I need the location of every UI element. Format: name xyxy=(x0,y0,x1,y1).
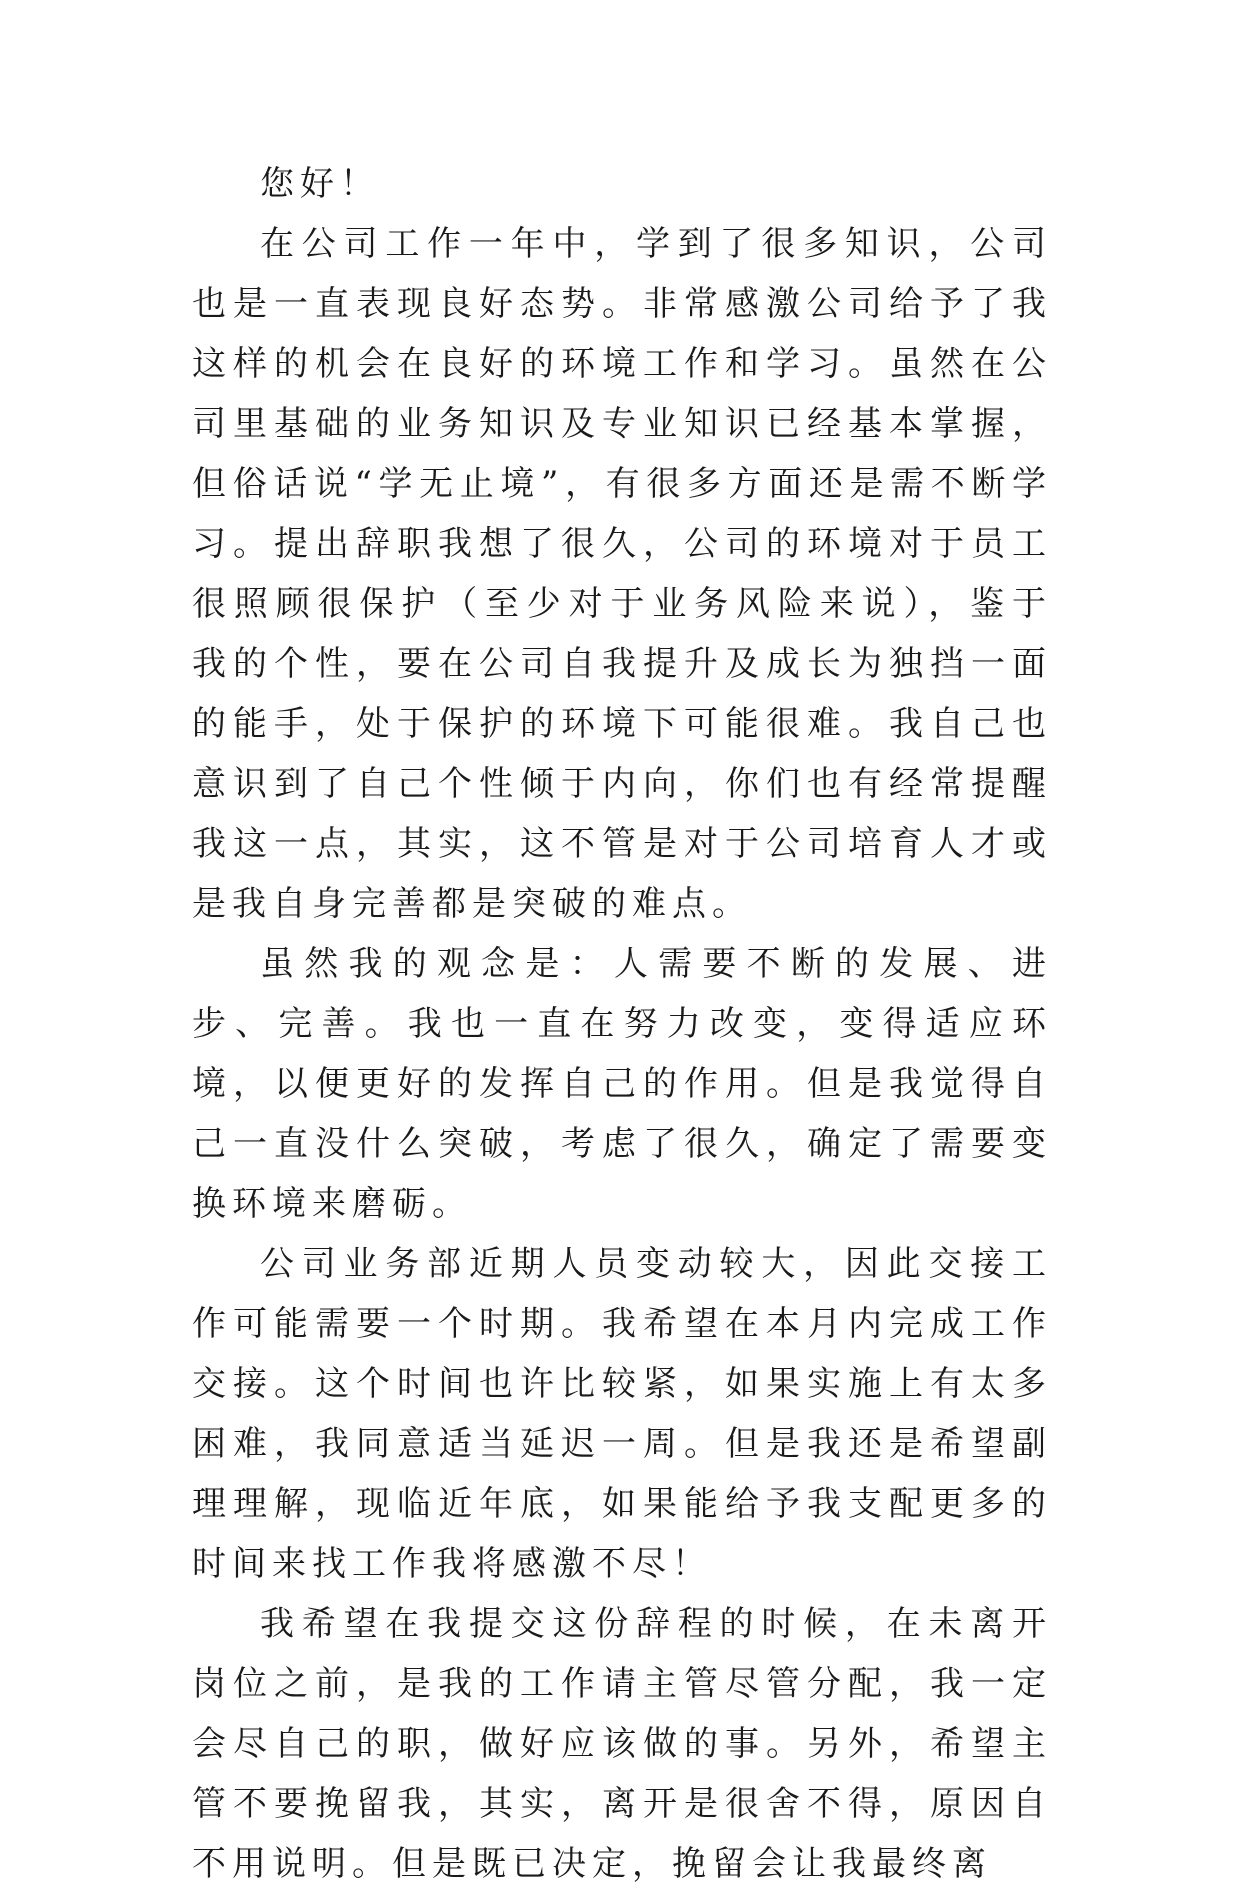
body-paragraph-3: 公司业务部近期人员变动较大，因此交接工作可能需要一个时期。我希望在本月内完成工作交接。这个时间也许比较紧，如果实施上有太多困难，我同意适当延迟一周。但是我还是希望副理理解，现临近年底，如果能给予我支配更多的时间来找工作我将感激不尽！ xyxy=(192,1244,1052,1584)
body-paragraph-1: 在公司工作一年中，学到了很多知识，公司也是一直表现良好态势。非常感激公司给予了我这样的机会在良好的环境工作和学习。虽然在公司里基础的业务知识及专业知识已经基本掌握，但俗话说“学无止境”，有很多方面还是需不断学习。提出辞职我想了很久，公司的环境对于员工很照顾很保护（至少对于业务风险来说），鉴于我的个性，要在公司自我提升及成长为独挡一面的能手，处于保护的环境下可能很难。我自己也意识到了自己个性倾于内向，你们也有经常提醒我这一点，其实，这不管是对于公司培育人才或是我自身完善都是突破的难点。 xyxy=(192,224,1052,924)
body-paragraph-2: 虽然我的观念是：人需要不断的发展、进步、完善。我也一直在努力改变，变得适应环境，以便更好的发挥自己的作用。但是我觉得自己一直没什么突破，考虑了很久，确定了需要变换环境来磨砺。 xyxy=(192,944,1052,1224)
greeting-paragraph: 您好！ xyxy=(260,164,380,204)
letter-body xyxy=(192,154,1052,1894)
body-paragraph-4: 我希望在我提交这份辞程的时候，在未离开岗位之前，是我的工作请主管尽管分配，我一定会尽自己的职，做好应该做的事。另外，希望主管不要挽留我，其实，离开是很舍不得，原因自不用说明。但是既已决定，挽留会让我最终离 xyxy=(192,1604,1052,1884)
